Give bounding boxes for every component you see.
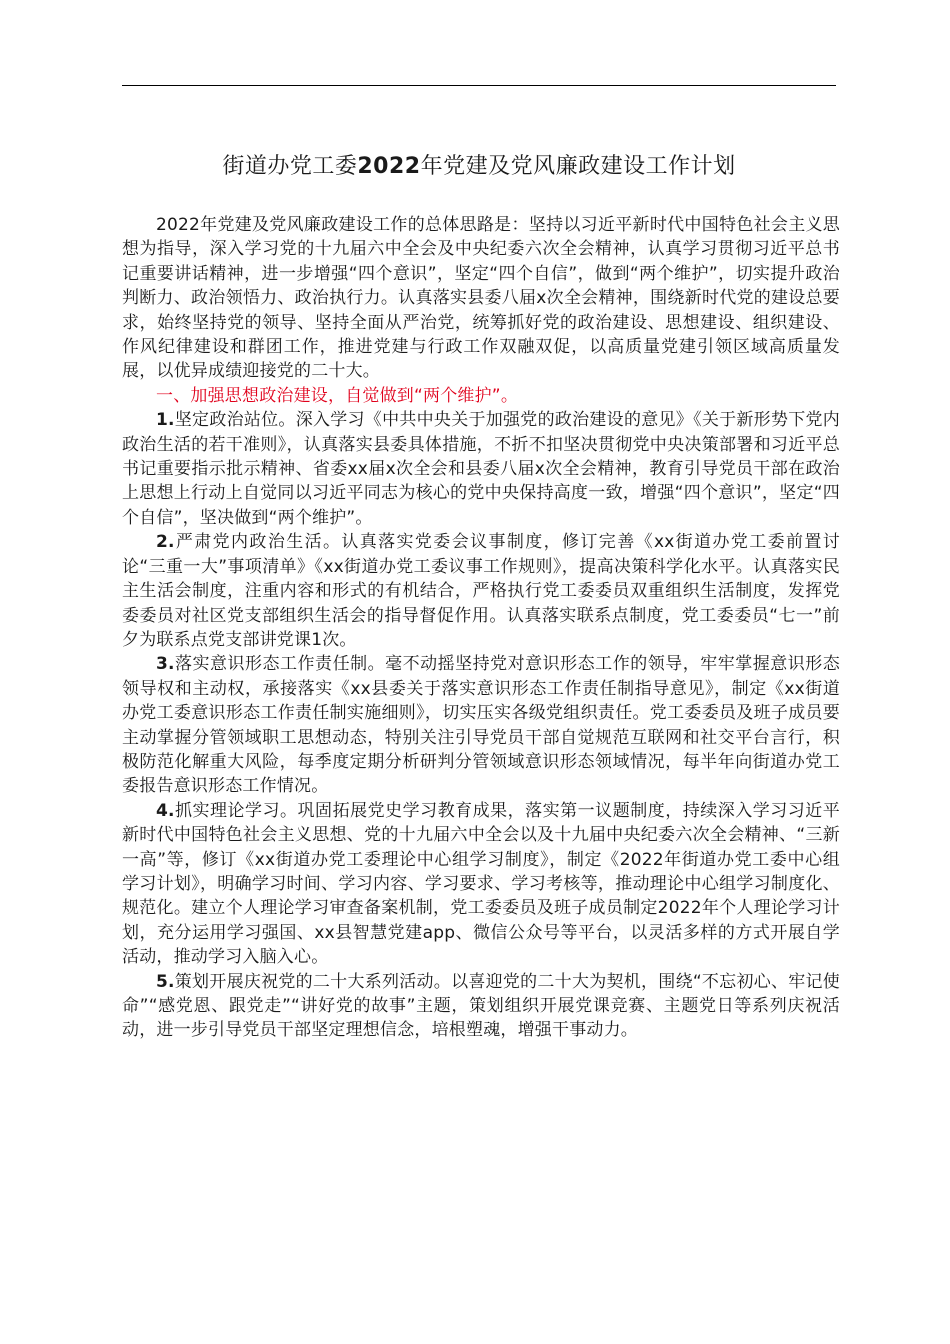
document-title (122, 150, 836, 184)
item-paragraph-1 (122, 408, 840, 530)
item-text: 严肃党内政治生活。认真落实党委会议事制度，修订完善《xx街道办党工委前置讨论“三重一大”事项清单》《xx街道办党工委议事工作规则》，提高决策科学化水平。认真落实民主生活会制度，注重内容和形式的有机结合，严格执行党工委委员双重组织生活制度，发挥党委委员对社区党支部组织生活会的指导督促作用。认真落实联系点制度，党工委委员“七一”前夕为联系点党支部讲党课1次。 (122, 532, 840, 650)
item-number: 5. (156, 971, 175, 992)
item-number: 2. (156, 532, 175, 553)
item-paragraph-3 (122, 652, 840, 798)
title-prefix: 街道办党工委 (222, 154, 358, 179)
item-number: 3. (156, 654, 175, 675)
section-1-heading: 一、加强思想政治建设，自觉做到“两个维护”。 (156, 385, 519, 406)
intro-paragraph: 2022年党建及党风廉政建设工作的总体思路是：坚持以习近平新时代中国特色社会主义思想为指导，深入学习党的十九届六中全会及中央纪委六次全会精神，认真学习贯彻习近平总书记重要讲话精神，进一步增强“四个意识”，坚定“四个自信”，做到“两个维护”，切实提升政治判断力、政治领悟力、政治执行力。认真落实县委八届x次全会精神，围绕新时代党的建设总要求，始终坚持党的领导、坚持全面从严治党，统筹抓好党的政治建设、思想建设、组织建设、作风纪律建设和群团工作，推进党建与行政工作双融双促，以高质量党建引领区域高质量发展，以优异成绩迎接党的二十大。 (122, 215, 840, 382)
item-text: 落实意识形态工作责任制。毫不动摇坚持党对意识形态工作的领导，牢牢掌握意识形态领导权和主动权，承接落实《xx县委关于落实意识形态工作责任制指导意见》，制定《xx街道办党工委意识形态工作责任制实施细则》，切实压实各级党组织责任。党工委委员及班子成员要主动掌握分管领域职工思想动态，特别关注引导党员干部自觉规范互联网和社交平台言行，积极防范化解重大风险，每季度定期分析研判分管领域意识形态领域情况，每半年向街道办党工委报告意识形态工作情况。 (122, 654, 840, 797)
item-paragraph-2 (122, 530, 840, 652)
item-paragraph-4 (122, 799, 840, 970)
document-body (122, 213, 840, 1043)
item-number: 1. (156, 410, 175, 431)
item-text: 抓实理论学习。巩固拓展党史学习教育成果，落实第一议题制度，持续深入学习习近平新时代中国特色社会主义思想、党的十九届六中全会以及十九届中央纪委六次全会精神、“三新一高”等，修订《xx街道办党工委理论中心组学习制度》，制定《2022年街道办党工委中心组学习计划》，明确学习时间、学习内容、学习要求、学习考核等，推动理论中心组学习制度化、规范化。建立个人理论学习审查备案机制，党工委委员及班子成员制定2022年个人理论学习计划，充分运用学习强国、xx县智慧党建app、微信公众号等平台，以灵活多样的方式开展自学活动，推动学习入脑入心。 (122, 800, 840, 968)
header-rule (122, 85, 836, 86)
item-paragraph-5 (122, 970, 840, 1043)
item-text: 坚定政治站位。深入学习《中共中央关于加强党的政治建设的意见》《关于新形势下党内政治生活的若干准则》，认真落实县委具体措施，不折不扣坚决贯彻党中央决策部署和习近平总书记重要指示批示精神、省委xx届x次全会和县委八届x次全会精神，教育引导党员干部在政治上思想上行动上自觉同以习近平同志为核心的党中央保持高度一致，增强“四个意识”，坚定“四个自信”，坚决做到“两个维护”。 (122, 410, 840, 528)
item-text: 策划开展庆祝党的二十大系列活动。以喜迎党的二十大为契机，围绕“不忘初心、牢记使命”“感党恩、跟党走”“讲好党的故事”主题，策划组织开展党课竞赛、主题党日等系列庆祝活动，进一步引导党员干部坚定理想信念，培根塑魂，增强干事动力。 (122, 971, 840, 1041)
title-year: 2022 (357, 154, 421, 179)
title-suffix: 年党建及党风廉政建设工作计划 (420, 154, 736, 179)
item-number: 4. (156, 800, 175, 821)
